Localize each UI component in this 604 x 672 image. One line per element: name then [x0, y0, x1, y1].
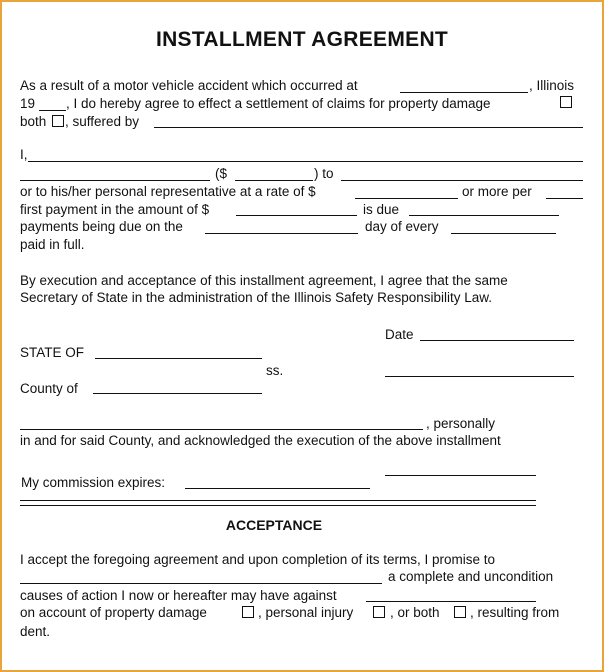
commission-label: My commission expires:: [21, 475, 166, 490]
para1-year-prefix: 19: [20, 96, 36, 111]
recipient-field[interactable]: [341, 180, 583, 181]
commission-date-field[interactable]: [185, 488, 370, 489]
para3-line1: By execution and acceptance of this installment agreement, I agree that the same: [20, 273, 508, 288]
acknowledged-text: in and for said County, and acknowledged the execution of the above installment: [20, 433, 501, 448]
acceptance-line5: dent.: [20, 624, 51, 639]
name-field[interactable]: [28, 161, 583, 162]
para2-due-text: is due: [363, 202, 400, 217]
payee-field[interactable]: [20, 180, 210, 181]
acceptance-both-checkbox[interactable]: [454, 606, 466, 618]
para2-amount-open: ($: [215, 166, 228, 181]
year-field[interactable]: [39, 110, 66, 111]
para1-line1-text: As a result of a motor vehicle accident which occurred at: [20, 78, 358, 93]
personal-injury-checkbox[interactable]: [373, 606, 385, 618]
section-divider-top: [20, 500, 536, 501]
acceptance-both-text: , or both: [390, 605, 440, 620]
section-divider-bottom: [20, 505, 536, 506]
para2-paid-text: paid in full.: [20, 237, 85, 252]
para1-suffered-text: , suffered by: [65, 114, 140, 129]
notary-field[interactable]: [385, 376, 574, 377]
property-damage-checkbox[interactable]: [560, 96, 572, 108]
para2-first-payment-text: first payment in the amount of $: [20, 202, 210, 217]
acceptance-payee-field[interactable]: [20, 583, 382, 584]
document-title: INSTALLMENT AGREEMENT: [155, 28, 449, 51]
acceptance-heading: ACCEPTANCE: [225, 517, 323, 533]
para3-line2: Secretary of State in the administration of the Illinois Safety Responsibility Law.: [20, 290, 492, 305]
acceptance-injury-text: , personal injury: [258, 605, 354, 620]
period-field[interactable]: [546, 198, 583, 199]
date-label: Date: [385, 327, 414, 342]
payment-day-field[interactable]: [205, 233, 358, 234]
rate-field[interactable]: [355, 198, 458, 199]
acceptance-line2: a complete and uncondition: [388, 569, 554, 584]
acceptance-line1: I accept the foregoing agreement and upon completion of its terms, I promise to: [20, 552, 496, 567]
state-label: STATE OF: [20, 345, 84, 360]
acceptance-line3: causes of action I now or hereafter may have against: [20, 588, 337, 603]
personally-text: , personally: [426, 416, 496, 431]
ss-label: ss.: [266, 363, 284, 378]
para2-rate-text: or to his/her personal representative at a rate of $: [20, 184, 316, 199]
para1-both-text: both: [20, 114, 47, 129]
due-date-field[interactable]: [409, 215, 559, 216]
para2-more-per-text: or more per: [462, 184, 532, 199]
acceptance-property-damage-checkbox[interactable]: [242, 606, 254, 618]
acceptance-resulting-text: , resulting from: [470, 605, 560, 620]
amount-field[interactable]: [235, 180, 313, 181]
county-label: County of: [20, 381, 78, 396]
payment-interval-field[interactable]: [451, 233, 556, 234]
para1-line1-illinois: , Illinois: [529, 78, 575, 93]
suffered-by-field[interactable]: [154, 127, 583, 128]
para2-amount-close: ) to: [314, 166, 334, 181]
para2-payments-text: payments being due on the: [20, 219, 183, 234]
notary-signature-field[interactable]: [385, 475, 536, 476]
accident-location-field[interactable]: [400, 92, 528, 93]
para2-day-every-text: day of every: [365, 219, 439, 234]
acceptance-property-text: on account of property damage: [20, 605, 207, 620]
date-field[interactable]: [420, 340, 574, 341]
first-payment-field[interactable]: [236, 215, 357, 216]
notary-name-field[interactable]: [20, 429, 423, 430]
para2-i-text: I,: [20, 147, 28, 162]
county-field[interactable]: [93, 393, 262, 394]
both-checkbox[interactable]: [52, 115, 64, 127]
against-party-field[interactable]: [366, 601, 536, 602]
state-field[interactable]: [95, 358, 262, 359]
para1-line2-text: , I do hereby agree to effect a settlement of claims for property damage: [66, 96, 491, 111]
